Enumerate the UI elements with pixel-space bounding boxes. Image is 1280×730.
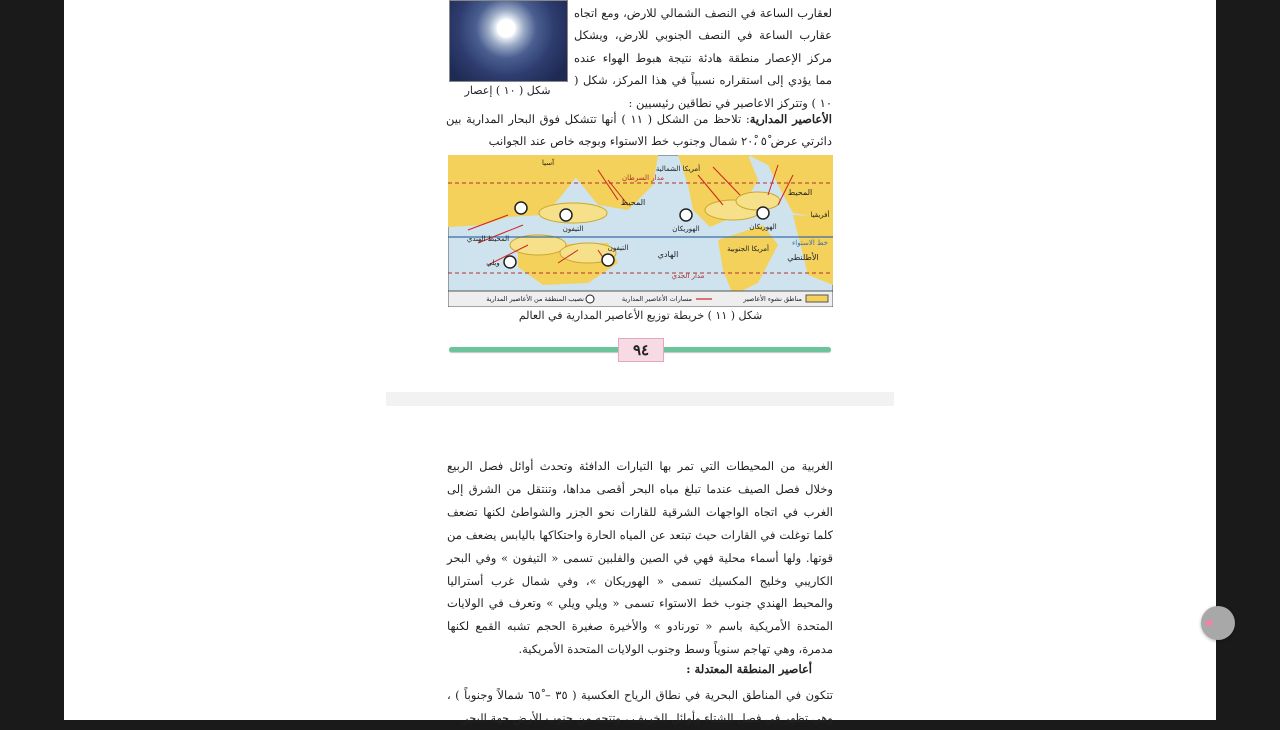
map-label-south-america: أمريكا الجنوبية (727, 245, 769, 253)
tropical-text: : تلاحظ من الشكل ( ١١ ) أنها تتشكل فوق البحار المدارية بين دائرتي عرض ٥ْ ،٢٠ْ شمال وجنوب خط الاستواء وبوجه خاص عند الجوانب (446, 112, 832, 148)
page-separator (386, 392, 894, 406)
map-caption: شكل ( ١١ ) خريطة توزيع الأعاصير المدارية في العالم (518, 309, 763, 322)
map-label-hurricane1: الهوريكان (672, 225, 700, 233)
map-label-equator: خط الاستواء (792, 239, 828, 247)
floating-scroll-button[interactable] (1201, 606, 1235, 640)
map-label-hurricane2: الهوريكان (749, 223, 777, 231)
hurricane-satellite-photo (449, 0, 568, 82)
map-label-cancer: مدار السرطان (621, 174, 665, 182)
page-number: ٩٤ (618, 338, 664, 362)
tropical-continued-paragraph: الغربية من المحيطات التي تمر بها التيارات الدافئة وتحدث أوائل فصل الربيع وخلال فصل الصيف عندما تبلغ مياه البحر أقصى مداها، وتنتقل من الشرق إلى الغرب في اتجاه الواجهات الشرقية للقارات نحو الجزر والشواطئ لكنها تضعف كلما توغلت في القارات حيث تبتعد عن المياه الحارة واحتكاكها باليابس يضعف من قوتها. ولها أسماء محلية فهي في الصين والفلبين تسمى « التيفون » وفي البحر الكاريبي وخليج المكسيك تسمى « الهوريكان »، وفي شمال غرب أستراليا والمحيط الهندي جنوب خط الاستواء تسمى « ويلي ويلي » وتعرف في الولايات المتحدة الأمريكية باسم « تورنادو » والأخيرة صغيرة الحجم تشبه القمع لكنها مدمرة، وهي تهاجم سنوياً وسط وجنوب الولايات المتحدة الأمريكية. (447, 459, 833, 657)
map-label-typhoon1: التيفون (562, 225, 584, 233)
map-label-atlantic: الأطلنطي (787, 253, 819, 262)
map-label-willy: ويلي (486, 259, 500, 267)
cyclone-distribution-map (448, 155, 833, 307)
map-label-ocean1: المحيط (620, 198, 646, 207)
side-band-right (894, 0, 1216, 720)
temperate-paragraph: تتكون في المناطق البحرية في نطاق الرياح العكسية ( ٣٥ – ٦٥ْ شمالاً وجنوباً ) ، وهي تظهر في فصل الشتاء وأوائل الخريف ، وتتجه من جنوب الأرض جهة البحر (447, 688, 834, 725)
map-label-indian: المحيط الهندي (466, 235, 510, 243)
map-label-africa: أفريقيا (810, 211, 830, 219)
map-label-capricorn: مدار الجدي (671, 272, 705, 280)
legend-paths-label: مسارات الأعاصير المدارية (621, 295, 692, 303)
map-label-typhoon2: التيفون (607, 244, 629, 252)
photo-caption: شكل ( ١٠ ) إعصار (464, 84, 551, 97)
tropical-heading: الأعاصير المدارية (749, 112, 832, 126)
indicator-dot-icon (1206, 620, 1212, 626)
tropical-paragraph (446, 108, 832, 152)
legend-area-label: مناطق نشوء الأعاصير (743, 295, 802, 303)
map-label-north-america: أمريكا الشمالية (655, 165, 701, 173)
map-label-pacific: الهادي (657, 250, 679, 259)
map-label-ocean2: المحيط (787, 188, 813, 197)
intro-paragraph: لعقارب الساعة في النصف الشمالي للارض، ومع اتجاه عقارب الساعة في النصف الجنوبي للارض، ويشكل مركز الإعصار منطقة هادئة نتيجة هبوط الهواء عنده مما يؤدي إلى استقراره نسبياً في هذا المركز، شكل ( ١٠ ) وتتركز الاعاصير في نطاقين رئيسيين : (574, 6, 832, 110)
legend-circle-label: نصيب المنطقة من الأعاصير المدارية (486, 295, 584, 303)
side-band-left (64, 0, 386, 720)
temperate-heading: أعاصير المنطقة المعتدلة : (686, 662, 812, 676)
map-label-asia: آسيا (541, 159, 555, 167)
